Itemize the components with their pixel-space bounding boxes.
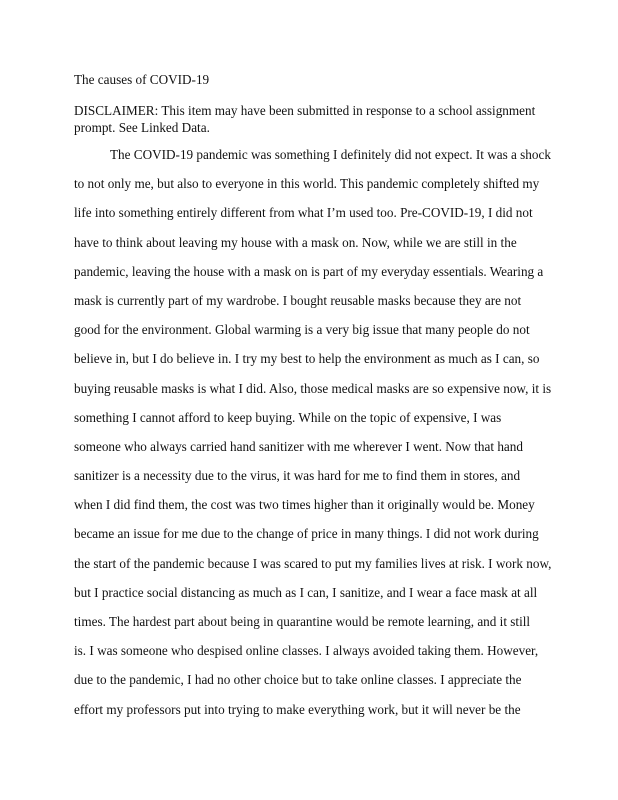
body-line: but I practice social distancing as much as I can, I sanitize, and I wear a face mask at all [74,584,538,600]
body-line: good for the environment. Global warming is a very big issue that many people do not [74,322,530,338]
body-line: due to the pandemic, I had no other choice but to take online classes. I appreciate the [74,672,522,688]
body-line: became an issue for me due to the change of price in many things. I did not work during [74,526,539,542]
essay-body [74,147,554,731]
body-line: effort my professors put into trying to make everything work, but it will never be the [74,701,521,717]
body-line: mask is currently part of my wardrobe. I bought reusable masks because they are not [74,292,522,308]
document-title: The causes of COVID-19 [74,72,210,87]
body-line: have to think about leaving my house with a mask on. Now, while we are still in the [74,234,517,250]
body-line: life into something entirely different from what I’m used too. Pre-COVID-19, I did not [74,205,533,221]
body-line: something I cannot afford to keep buying. While on the topic of expensive, I was [74,409,502,425]
body-line: to not only me, but also to everyone in this world. This pandemic completely shifted my [74,176,540,192]
body-line: is. I was someone who despised online classes. I always avoided taking them. However, [74,643,539,659]
body-line: believe in, but I do believe in. I try my best to help the environment as much as I can, so [74,351,540,367]
disclaimer-line: prompt. See Linked Data. [74,120,210,135]
disclaimer-line: DISCLAIMER: This item may have been submitted in response to a school assignment [74,103,536,118]
body-line: when I did find them, the cost was two times higher than it originally would be. Money [74,497,535,513]
body-line: buying reusable masks is what I did. Also, those medical masks are so expensive now, it is [74,380,552,396]
body-line: the start of the pandemic because I was scared to put my families lives at risk. I work now, [74,555,552,571]
body-line: sanitizer is a necessity due to the virus, it was hard for me to find them in stores, and [74,468,521,484]
body-line: times. The hardest part about being in quarantine would be remote learning, and it still [74,614,531,629]
body-line: someone who always carried hand sanitizer with me wherever I went. Now that hand [74,438,523,454]
body-line: pandemic, leaving the house with a mask on is part of my everyday essentials. Wearing a [74,263,544,279]
disclaimer-paragraph [74,102,554,136]
body-line: The COVID-19 pandemic was something I definitely did not expect. It was a shock [110,147,551,162]
